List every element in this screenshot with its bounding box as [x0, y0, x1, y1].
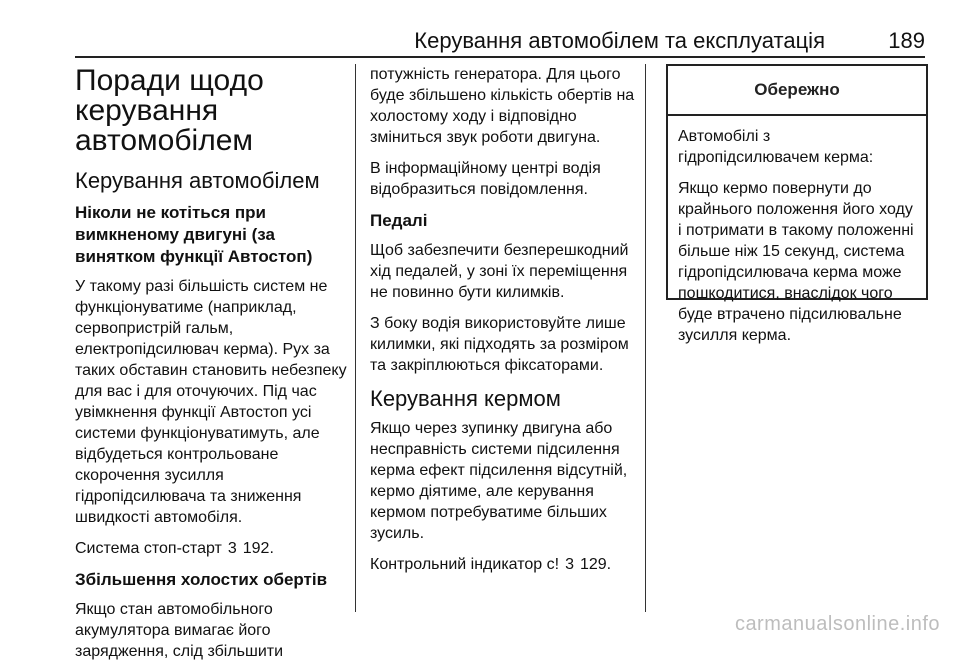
page-number: 189 — [888, 28, 925, 53]
column-left — [75, 64, 347, 672]
column-divider-right — [645, 64, 646, 612]
column-divider-left — [355, 64, 356, 612]
paragraph-info-center: В інформаційному центрі водія відобразиться повідомлення. — [370, 160, 601, 198]
main-title: Поради щодо керування автомобілем — [75, 64, 264, 157]
caution-box — [666, 64, 928, 344]
paragraph-idle-speed: Якщо стан автомобільного акумулятора вимагає його зарядження, слід збільшити — [75, 601, 284, 660]
paragraph-coasting: У такому разі більшість систем не функціонуватиме (наприклад, сервопристрій гальм, електропідсилювач керма). Рух за таких обставин становить небезпеку для вас і для оточуючих. Під час увімкнення функції Автостоп усі системи функціонуватимуть, але відбудеться контрольоване скорочення зусилля гідропідсилювача та зниження швидкості автомобіля. — [75, 278, 347, 526]
indicator-page-link[interactable]: 129. — [579, 556, 612, 573]
section-title-steering: Керування кермом — [370, 386, 561, 411]
page-reference-icon: 3 — [227, 540, 237, 557]
indicator-text: Контрольний індикатор — [370, 556, 543, 573]
page-header — [75, 26, 925, 58]
column-middle — [370, 64, 635, 585]
paragraph-floor-mats: З боку водія використовуйте лише килимки, які підходять за розміром та закріплюються фіксаторами. — [370, 315, 629, 374]
caution-title: Обережно — [668, 66, 926, 116]
subtitle-coasting: Ніколи не котіться при вимкненому двигуні (за винятком функції Автостоп) — [75, 203, 313, 266]
paragraph-stop-start — [75, 538, 347, 559]
caution-paragraph-2: Якщо кермо повернути до крайнього положення його ходу і потримати в такому положенні більше ніж 15 секунд, система гідропідсилювача керма може пошкодитися, внаслідок чого буде втрачено підсилювальне зусилля керма. — [678, 180, 914, 344]
stop-start-page-link[interactable]: 192. — [242, 540, 274, 557]
header-title: Керування автомобілем та експлуатація — [414, 28, 825, 53]
caution-paragraph-1: Автомобілі з гідропідсилювачем керма: — [678, 128, 874, 166]
paragraph-generator: потужність генератора. Для цього буде збільшено кількість обертів на холостому ходу і відповідно зміниться звук роботи двигуна. — [370, 66, 635, 146]
steering-warning-icon: c! — [546, 556, 560, 573]
page-reference-icon: 3 — [565, 556, 574, 573]
stop-start-text: Система стоп-старт — [75, 540, 222, 557]
subtitle-idle-speed: Збільшення холостих обертів — [75, 570, 328, 589]
paragraph-pedals: Щоб забезпечити безперешкодний хід педалей, у зоні їх переміщення не повинно бути килимків. — [370, 242, 629, 301]
paragraph-indicator — [370, 554, 635, 575]
subtitle-pedals: Педалі — [370, 211, 428, 230]
watermark: carmanualsonline.info — [734, 613, 940, 635]
section-title-driving: Керування автомобілем — [75, 168, 320, 193]
paragraph-steering: Якщо через зупинку двигуна або несправність системи підсилення керма ефект підсилення відсутній, кермо діятиме, але керування кермом потребуватиме більших зусиль. — [370, 420, 628, 542]
caution-body — [668, 116, 926, 346]
